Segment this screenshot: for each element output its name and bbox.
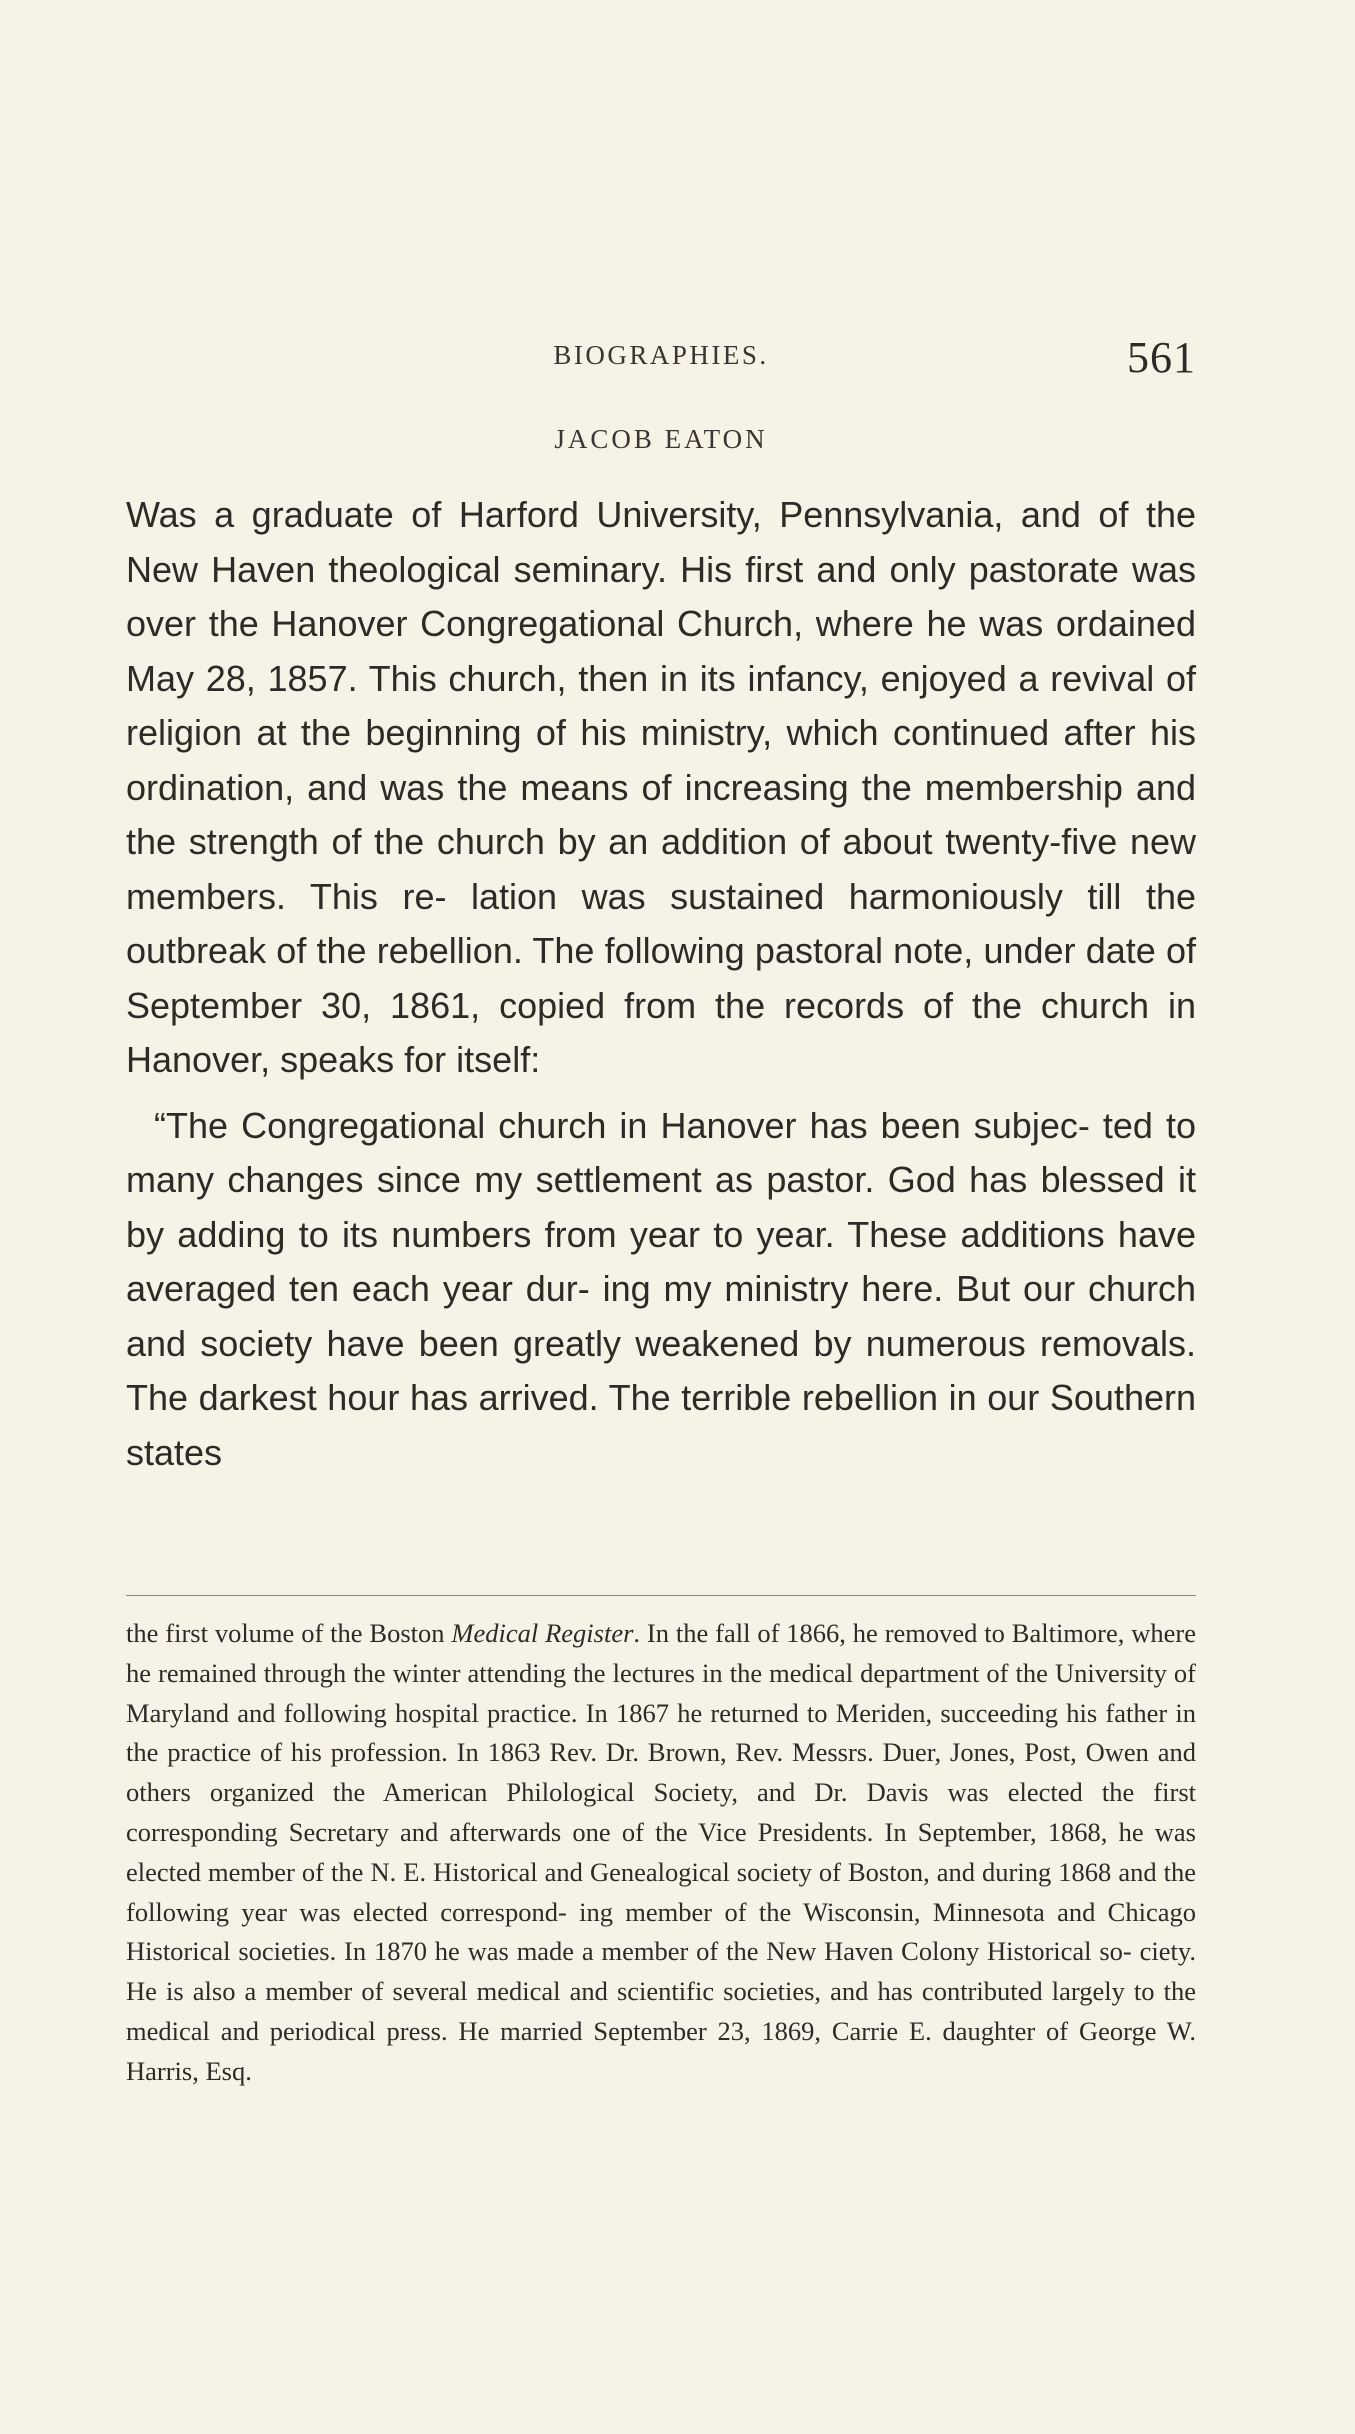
biography-heading: JACOB EATON bbox=[554, 424, 768, 454]
footnote-text-start: the first volume of the Boston bbox=[126, 1618, 452, 1648]
page-number: 561 bbox=[1127, 333, 1196, 382]
footnote-text-rest: . In the fall of 1866, he removed to Baltimore, where he remained through the winter attending the lectures in the medical department of the University of Maryland and following hospital practice. In 1867 he returned to Meriden, succeeding his father in the practice of his profession. In 1863 Rev. Dr. Brown, Rev. Messrs. Duer, Jones, Post, Owen and others organized the American Philological Society, and Dr. Davis was elected the first corresponding Secretary and afterwards one of the Vice Presidents. In September, 1868, he was elected member of the N. E. Historical and Genealogical society of Boston, and during 1868 and the following year was elected correspond- ing member of the Wisconsin, Minnesota and Chicago Historical societies. In 1870 he was made a member of the New Haven Colony Historical so- ciety. He is also a member of several medical and scientific societies, and has contributed largely to the medical and periodical press. He married September 23, 1869, Carrie E. daughter of George W. Harris, Esq. bbox=[126, 1618, 1196, 2086]
footnote bbox=[126, 1614, 1196, 2092]
biography-paragraph: Was a graduate of Harford University, Pennsylvania, and of the New Haven theological seminary. His first and only pastorate was over the Hanover Congregational Church, where he was ordained May 28, 1857. This church, then in its infancy, enjoyed a revival of religion at the beginning of his ministry, which continued after his ordination, and was the means of increasing the membership and the strength of the church by an addition of about twenty-five new members. This re- lation was sustained harmoniously till the outbreak of the rebellion. The following pastoral note, under date of September 30, 1861, copied from the records of the church in Hanover, speaks for itself: bbox=[126, 494, 1196, 1080]
footnote-paragraph bbox=[126, 1614, 1196, 2092]
pastoral-note-quote: “The Congregational church in Hanover has been subjec- ted to many changes since my settlement as pastor. God has blessed it by adding to its numbers from year to year. These additions have averaged ten each year dur- ing my ministry here. But our church and society have been greatly weakened by numerous removals. The darkest hour has arrived. The terrible rebellion in our Southern states bbox=[126, 1104, 1196, 1473]
running-title: BIOGRAPHIES. bbox=[553, 340, 769, 370]
footnote-divider bbox=[126, 1595, 1196, 1596]
footnote-italic-title: Medical Register bbox=[451, 1618, 634, 1648]
running-head bbox=[126, 333, 1196, 396]
biography-body bbox=[126, 488, 1196, 1480]
